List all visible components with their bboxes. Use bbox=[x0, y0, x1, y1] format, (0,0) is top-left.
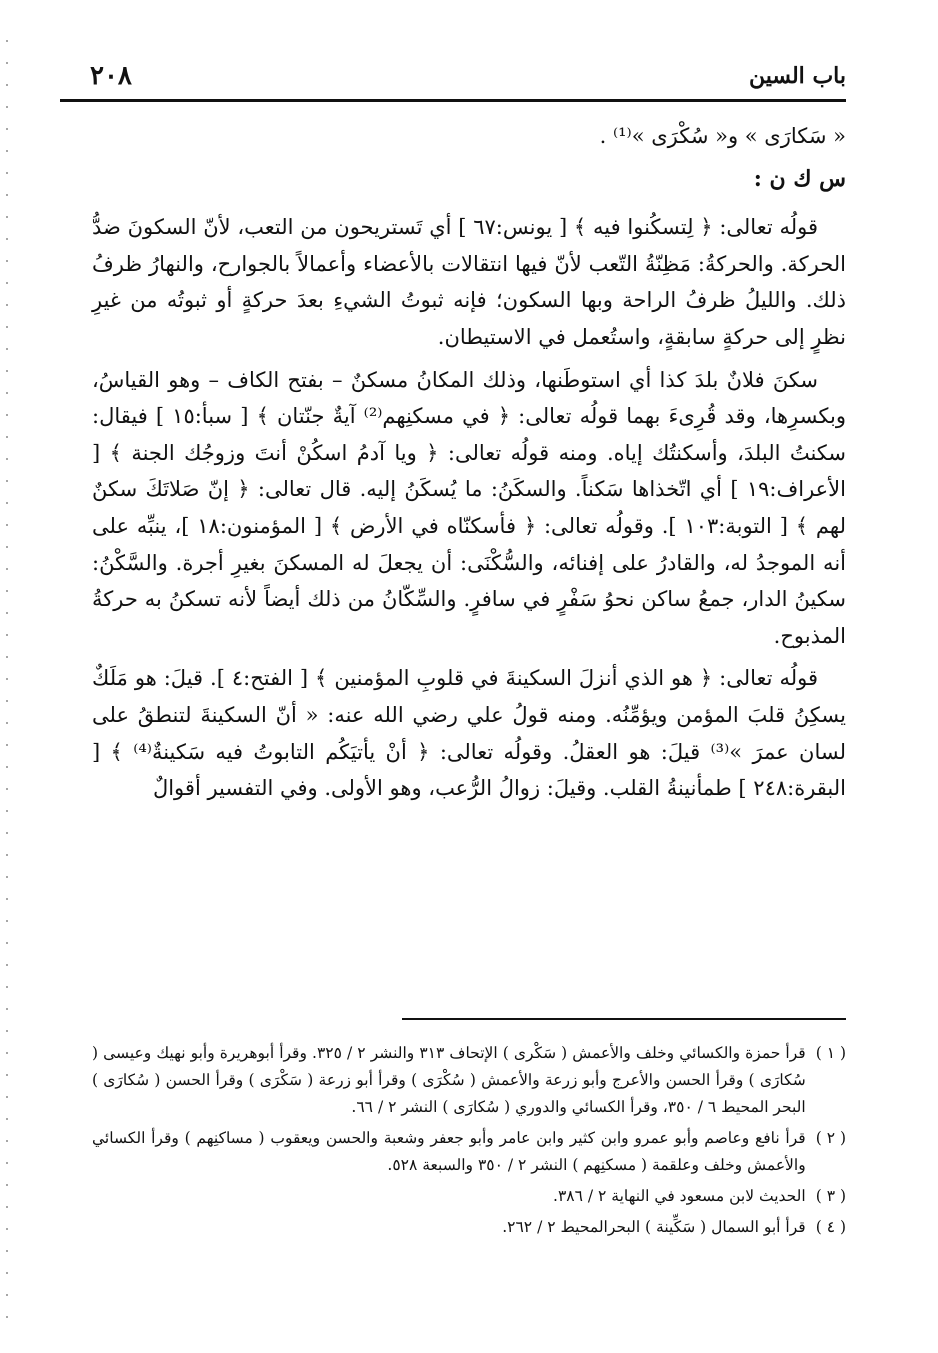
root-heading: س ك ن : bbox=[753, 165, 846, 192]
paragraph-1: قولُه تعالى: ﴿ لِتسكُنوا فيه ﴾ [ يونس:٦٧ ] أي تَستريحون من التعب، لأنّ السكونَ ضدُّ الحركة. والحركةُ: مَظِنّةُ التّعب لأنّ فيها انتقالات بالأعضاء وأعمالاً بالجوارح، والنهارُ ظرفُ ذلك. والليلُ ظرفُ الراحة وبها السكون؛ فإنه ثبوتُ الشيءِ بعدَ حركةٍ أو ثبوتُه من غيرِ نظرٍ إلى حركةٍ سابقةٍ، واستُعمل في الاستيطان. bbox=[92, 215, 846, 349]
page-number: ٢٠٨ bbox=[90, 61, 132, 91]
footnote-text: قرأ أبو السمال ( سَكِّينة ) البحرالمحيط ٢ / ٢٦٢. bbox=[502, 1218, 806, 1236]
footnote-number: ( ١ ) bbox=[815, 1044, 846, 1062]
paragraph-3: قولُه تعالى: ﴿ هو الذي أنزلَ السكينةَ في قلوبِ المؤمنين ﴾ [ الفتح:٤ ]. قيلَ: هو مَلَكٌ يسكِنُ قلبَ المؤمن ويؤمِّنُه. ومنه قولُ علي رضي الله عنه: « أنّ السكينةَ لتنطقُ على لسان عمرَ »⁽³⁾ قيلَ: هو العقلُ. وقولُه تعالى: ﴿ أنْ يأتيَكُم التابوتُ فيه سَكينةٌ⁽⁴⁾ ﴾ [ البقرة:٢٤٨ ] طمأنينةُ القلب. وقيلَ: زوالُ الرُّعب، وهو الأولى. وفي التفسير أقوالٌ bbox=[92, 666, 847, 801]
page-edge-dots bbox=[4, 30, 10, 1320]
footnote-3 bbox=[92, 1183, 846, 1210]
footnote-rule bbox=[402, 1018, 846, 1020]
footnote-text: قرأ حمزة والكسائي وخلف والأعمش ( سَكْرى ) الإتحاف ٣١٣ والنشر ٢ / ٣٢٥. وقرأ أبوهريرة وأبو نهيك وعيسى ( سُكارَى ) وقرأ الحسن والأعرج وأبو زرعة والأعمش ( سُكْرَى ) وقرأ أبو زرعة ( سَكْرَى ) وقرأ الحسن ( سُكارَى ) البحر المحيط ٦ / ٣٥٠، وقرأ الكسائي والدوري ( سُكارَى ) النشر ٢ / ٦٦. bbox=[92, 1044, 806, 1116]
chapter-title: باب السين bbox=[748, 63, 846, 89]
footnote-1 bbox=[92, 1040, 846, 1121]
footnote-4 bbox=[92, 1214, 846, 1241]
footnotes bbox=[92, 1040, 846, 1245]
main-text bbox=[92, 118, 846, 813]
paragraph-2: سكنَ فلانٌ بلدَ كذا أي استوطَنها، وذلك المكانُ مسكنٌ – بفتح الكاف – وهو القياسُ، وبكسرِها، وقد قُرِىءَ بهما قولُه تعالى: ﴿ في مسكنِهم⁽²⁾ آيةٌ جنّتان ﴾ [ سبأ:١٥ ] فيقال: سكنتُ البلدَ، وأسكنتُك إياه. ومنه قولُه تعالى: ﴿ ويا آدمُ اسكُنْ أنتَ وزوجُك الجنة ﴾ [ الأعراف:١٩ ] أي اتّخذاها سَكناً. والسكَنُ: ما يُسكَنُ إليه. قال تعالى: ﴿ إنّ صَلاتَكَ سكنٌ لهم ﴾ [ التوبة:١٠٣ ]. وقولُه تعالى: ﴿ فأسكنّاه في الأرض ﴾ [ المؤمنون:١٨ ]، ينبِّه على أنه الموجدُ له، والقادرُ على إفنائه، والسُّكْنَى: أن يجعلَ له المسكنَ بغيرِ أجرة. والسَّكْنُ: سكينُ الدار، جمعُ ساكن نحوُ سَفْرٍ في سافرٍ. والسِّكّانُ من ذلك أيضاً لأنه تسكنُ به حركةُ المذبوح. bbox=[92, 367, 847, 648]
footnote-2 bbox=[92, 1125, 846, 1179]
page-header bbox=[60, 56, 846, 96]
footnote-text: الحديث لابن مسعود في النهاية ٢ / ٣٨٦. bbox=[553, 1187, 806, 1205]
header-rule bbox=[60, 99, 846, 102]
footnote-number: ( ٤ ) bbox=[815, 1218, 846, 1236]
footnote-text: قرأ نافع وعاصم وأبو عمرو وابن كثير وابن عامر وأبو جعفر وشعبة والحسن ويعقوب ( مساكنِهم ) وقرأ الكسائي والأعمش وخلف وعلقمة ( مسكنِهم ) النشر ٢ / ٣٥٠ والسبعة ٥٢٨. bbox=[92, 1129, 806, 1174]
footnote-number: ( ٣ ) bbox=[815, 1187, 846, 1205]
footnote-number: ( ٢ ) bbox=[815, 1129, 846, 1147]
body-line-1: « سَكارَى » و« سُكْرَى »⁽¹⁾ . bbox=[599, 124, 846, 148]
